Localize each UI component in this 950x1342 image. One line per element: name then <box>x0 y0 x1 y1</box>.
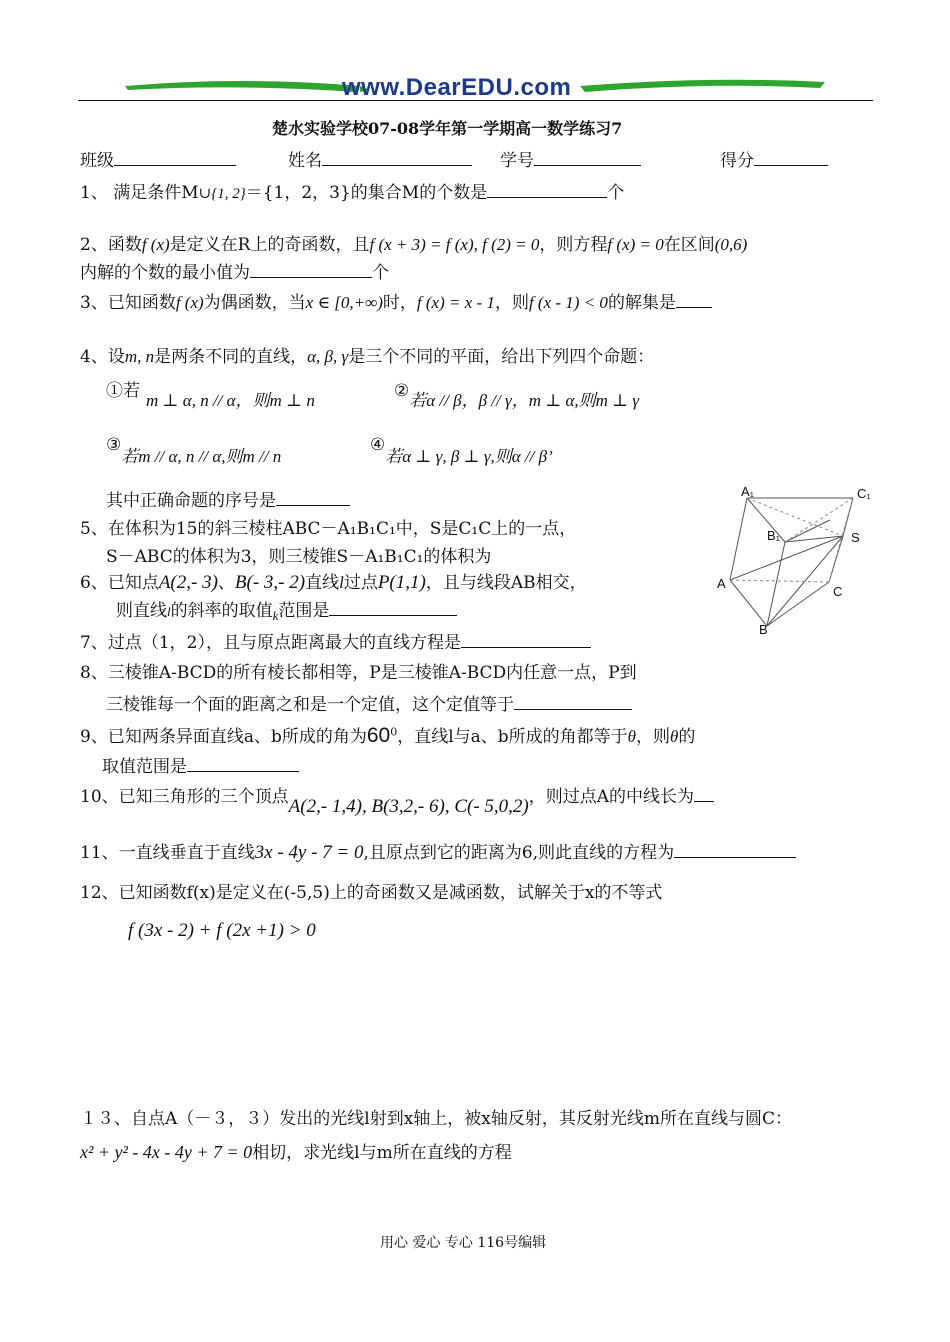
question-3: 3、已知函数f (x)为偶函数，当x ∈ [0,+∞)时，f (x) = x - 1，则f (x - 1) < 0的解集是 <box>80 288 712 313</box>
label-C: C <box>833 584 843 599</box>
proposition-1: ①若 m ⊥ α, n // α，则m ⊥ n <box>106 381 315 410</box>
question-8: 8、三棱锥A-BCD的所有棱长都相等，P是三棱锥A-BCD内任意一点，P到 <box>80 663 637 683</box>
q10-answer-blank[interactable] <box>694 784 714 802</box>
label-S: S <box>851 530 860 545</box>
label-A: A <box>717 576 726 591</box>
logo-text: www.DearEDU.com <box>342 74 572 101</box>
question-4: 4、设m, n是两条不同的直线，α, β, γ是三个不同的平面，给出下列四个命题： <box>80 347 655 367</box>
header-rule <box>78 100 873 101</box>
proposition-2: ②若α // β，β // γ，m ⊥ α,则m ⊥ γ <box>394 381 640 410</box>
question-9: 9、已知两条异面直线a、b所成的角为$60^0$，直线l与a、b所成的角都等于θ，则θ的 <box>80 724 696 747</box>
label-B: B <box>759 622 768 637</box>
proposition-3: ③若m // α, n // α,则m // n <box>106 435 282 466</box>
page-title: 楚水实验学校07-08学年第一学期高一数学练习7 <box>272 119 623 138</box>
question-5-line2: S－ABC的体积为3，则三棱锥S－A₁B₁C₁的体积为 <box>106 547 492 567</box>
question-6-line2: 则直线l的斜率的取值$_k$范围是 <box>116 596 457 621</box>
question-12-inequality: f (3x - 2) + f (2x +1) > 0 <box>128 920 316 941</box>
q2-answer-blank[interactable] <box>250 260 372 278</box>
name-label: 姓名 <box>288 151 322 171</box>
question-1: 1、 满足条件M∪{1, 2}＝{1，2，3}的集合M的个数是 个 <box>80 178 624 203</box>
question-7: 7、过点（1，2），且与原点距离最大的直线方程是 <box>80 628 591 653</box>
question-2-line2: 内解的个数的最小值为 个 <box>80 258 389 283</box>
question-5: 5、在体积为15的斜三棱柱ABC－A₁B₁C₁中，S是C₁C上的一点， <box>80 519 577 539</box>
label-B1: B₁ <box>767 528 781 543</box>
question-11: 11、一直线垂直于直线3x - 4y - 7 = 0,且原点到它的距离为6,则此直线的方程为 <box>80 838 796 864</box>
class-field[interactable] <box>80 146 236 171</box>
page-footer: 用心 爱心 专心 116号编辑 <box>380 1235 547 1251</box>
q7-answer-blank[interactable] <box>461 630 591 648</box>
student-id-field[interactable] <box>500 146 641 171</box>
q1-answer-blank[interactable] <box>487 180 607 198</box>
question-12: 12、已知函数f(x)是定义在(-5,5)上的奇函数又是减函数，试解关于x的不等式 <box>80 883 663 903</box>
q8-answer-blank[interactable] <box>514 692 632 710</box>
proposition-4: ④若α ⊥ γ, β ⊥ γ,则α // β’ <box>370 435 553 466</box>
prism-figure <box>705 480 885 640</box>
q4-answer-blank[interactable] <box>276 488 350 506</box>
q6-answer-blank[interactable] <box>329 598 457 616</box>
q3-answer-blank[interactable] <box>676 290 712 308</box>
student-id-label: 学号 <box>500 151 534 171</box>
question-9-line2: 取值范围是 <box>102 752 299 777</box>
question-2: 2、函数f (x)是定义在R上的奇函数，且f (x + 3) = f (x), f (2) = 0，则方程f (x) = 0在区间(0,6) <box>80 235 748 255</box>
class-label: 班级 <box>80 151 114 171</box>
score-field[interactable] <box>720 146 828 171</box>
question-13-line2: x² + y² - 4x - 4y + 7 = 0相切，求光线l与m所在直线的方程 <box>80 1142 512 1163</box>
question-8-line2: 三棱锥每一个面的距离之和是一个定值，这个定值等于 <box>106 690 632 715</box>
label-A1: A₁ <box>741 484 755 499</box>
q9-answer-blank[interactable] <box>187 754 299 772</box>
score-label: 得分 <box>720 151 754 171</box>
label-C1: C₁ <box>857 486 871 501</box>
question-6: 6、已知点A(2,- 3)、B(- 3,- 2)直线l过点P(1,1)，且与线段AB相交， <box>80 572 587 593</box>
prism-diagram <box>705 480 885 640</box>
q11-answer-blank[interactable] <box>674 840 796 858</box>
question-10: 10、已知三角形的三个顶点A(2,- 1,4), B(3,2,- 6), C(- 5,0,2)，则过点A的中线长为 <box>80 782 714 808</box>
question-13: １３、自点A（－３，３）发出的光线l射到x轴上，被x轴反射，其反射光线m所在直线与圆C： <box>80 1109 793 1129</box>
question-4-answer: 其中正确命题的序号是 <box>106 486 350 511</box>
name-field[interactable] <box>288 146 472 171</box>
